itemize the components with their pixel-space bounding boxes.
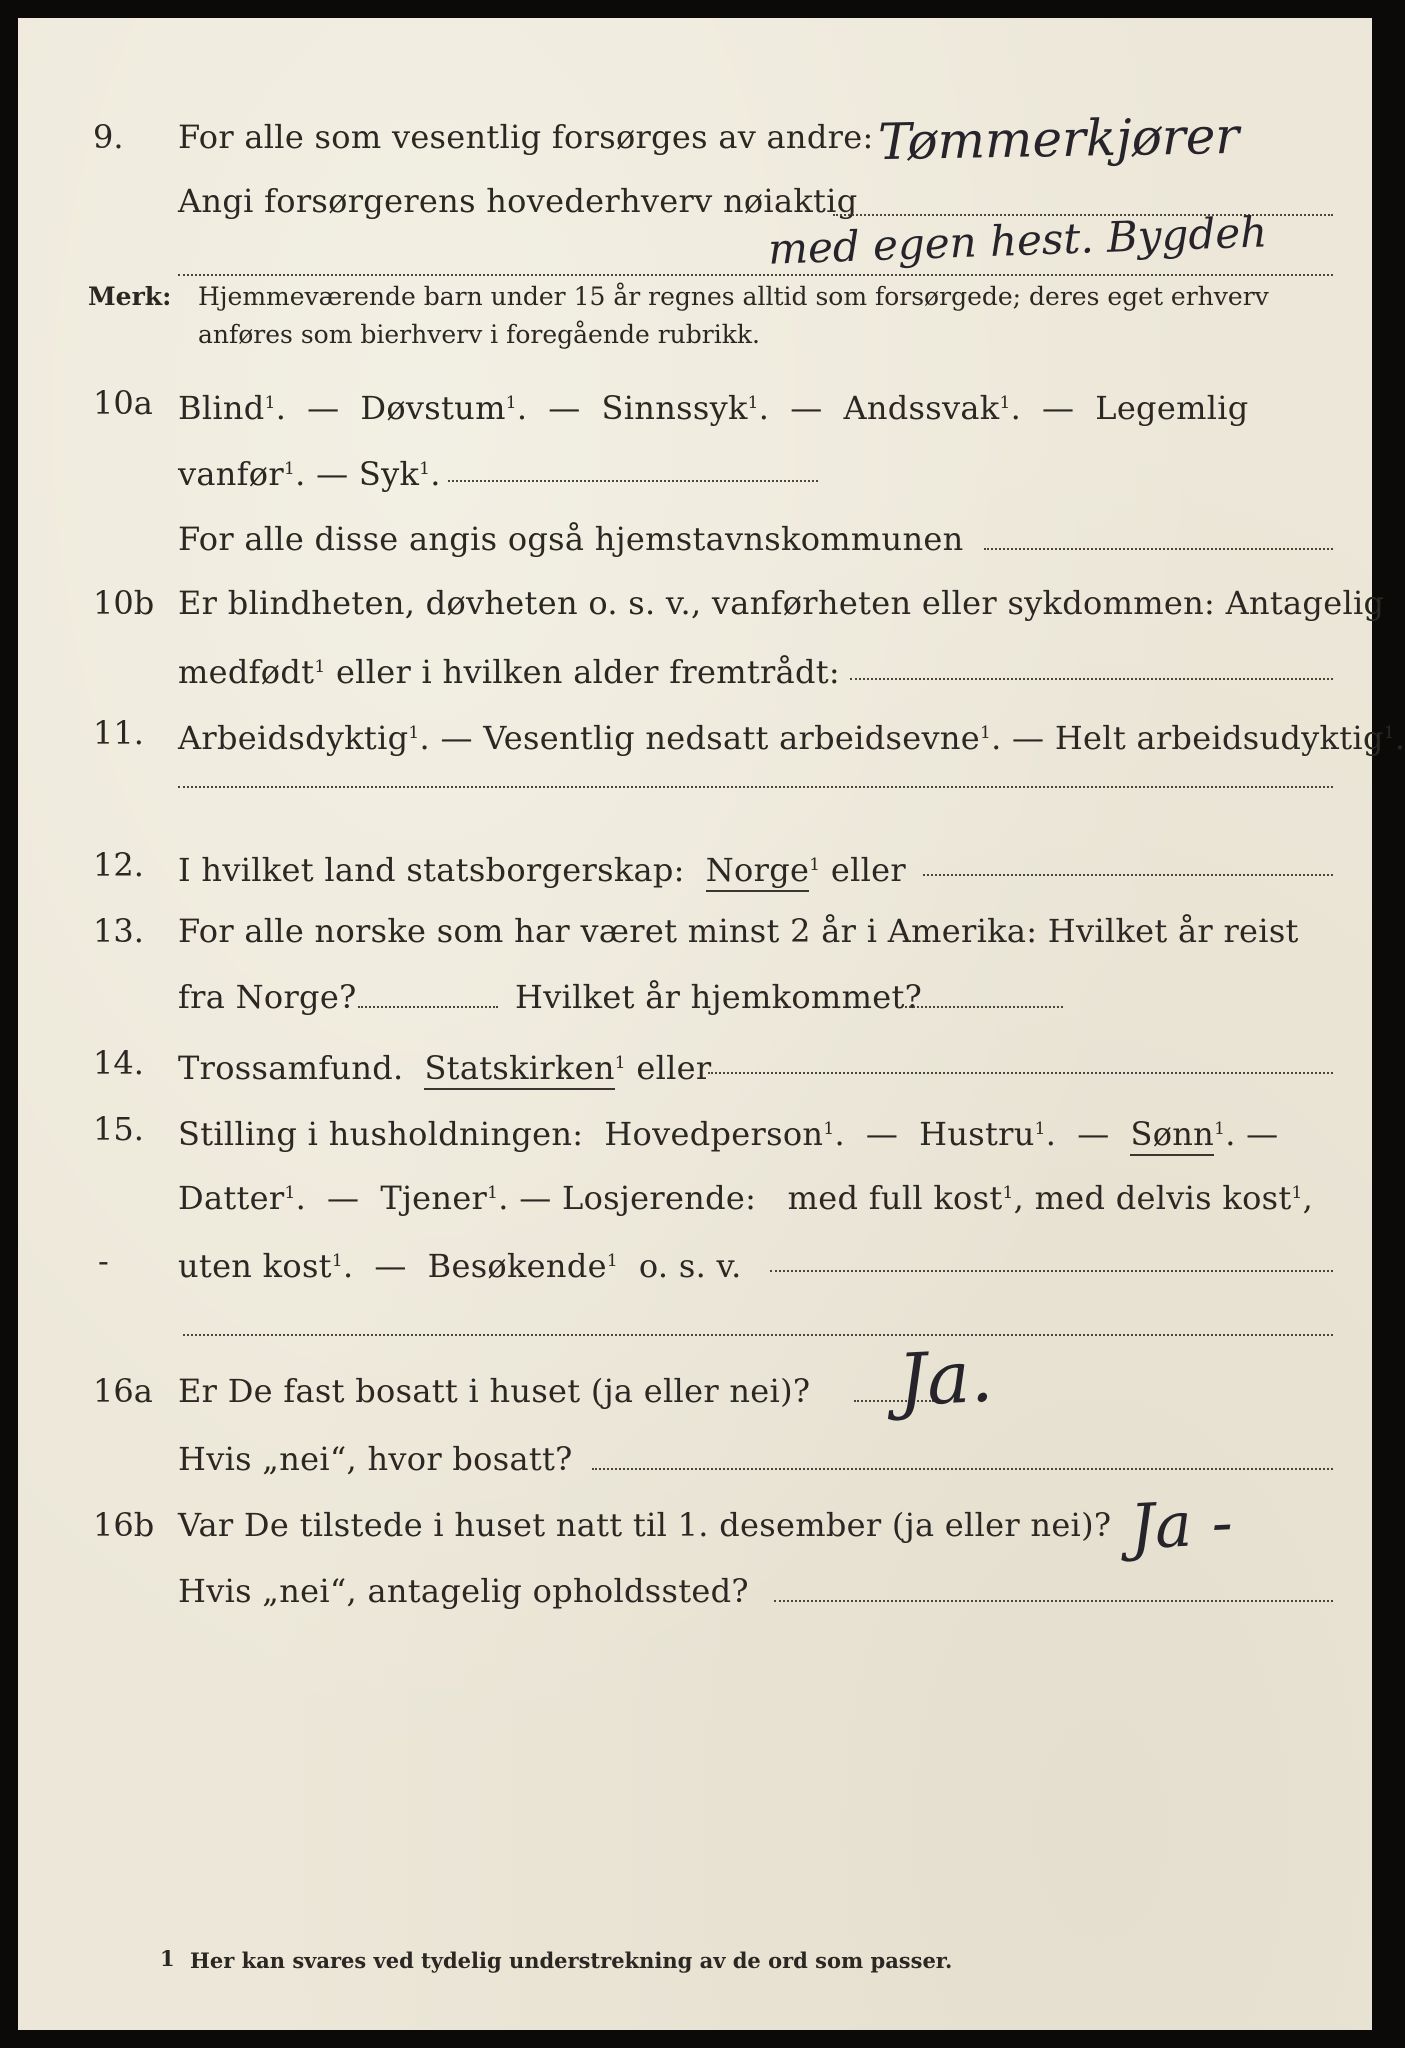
q13-fra-norge: fra Norge?	[178, 978, 357, 1016]
q13-fra-norge-dots	[358, 1006, 498, 1008]
footnote-text: Her kan svares ved tydelig understrekning av de ord som passer.	[190, 1948, 953, 1973]
q12-number: 12.	[93, 846, 144, 884]
census-form-page	[18, 18, 1405, 2030]
q15-text-line1: Stilling i husholdningen: Hovedperson$^1$. — Hustru$^1$. — Sønn$^1$. —	[178, 1096, 1278, 1167]
q10b-number: 10b	[93, 584, 155, 622]
q9-second-dots	[178, 274, 1333, 276]
q13-text-line1: For alle norske som har været minst 2 år i Amerika: Hvilket år reist	[178, 912, 1299, 950]
q12-dots	[923, 874, 1333, 876]
merk-label: Merk:	[88, 282, 172, 311]
q12-text: I hvilket land statsborgerskap: Norge$^1$ eller	[178, 832, 906, 903]
q13-hjemkommet-dots	[905, 1006, 1063, 1008]
q16b-number: 16b	[93, 1506, 155, 1544]
merk-line2: anføres som bierhverv i foregående rubrikk.	[198, 320, 760, 349]
q15-text-line2: Datter$^1$. — Tjener$^1$. — Losjerende: med full kost$^1$, med delvis kost$^1$,	[178, 1179, 1314, 1217]
q10b-dots	[850, 678, 1333, 680]
q9-answer-line2: med egen hest. Bygdeh	[767, 207, 1268, 274]
q16b-text-line2: Hvis „nei“, antagelig opholdssted?	[178, 1572, 749, 1610]
merk-line1: Hjemmeværende barn under 15 år regnes alltid som forsørgede; deres eget erhverv	[198, 282, 1269, 311]
q16a-text-line1: Er De fast bosatt i huset (ja eller nei)?	[178, 1372, 811, 1410]
q13-hjemkommet: Hvilket år hjemkommet?	[515, 978, 923, 1016]
q10a-text-line2: vanfør$^1$. — Syk$^1$.	[178, 455, 441, 493]
q15-margin-mark: -	[98, 1242, 109, 1280]
q16b-answer: Ja -	[1128, 1485, 1235, 1564]
q10a-number: 10a	[93, 384, 153, 422]
q9-text-line2: Angi forsørgerens hovederhverv nøiaktig	[178, 182, 858, 220]
q10a-text-line3: For alle disse angis også hjemstavnskommunen	[178, 520, 964, 558]
q16a-text-line2: Hvis „nei“, hvor bosatt?	[178, 1440, 573, 1478]
q11-number: 11.	[93, 714, 144, 752]
q16a-number: 16a	[93, 1372, 153, 1410]
q9-number: 9.	[93, 118, 124, 156]
q10a-syk-dots	[448, 480, 818, 482]
q9-text-line1: For alle som vesentlig forsørges av andre:	[178, 118, 874, 156]
q11-dots	[178, 786, 1333, 788]
q10b-text-line2: medfødt$^1$ eller i hvilken alder fremtrådt:	[178, 653, 841, 691]
q14-dots	[708, 1072, 1333, 1074]
q15-number: 15.	[93, 1110, 144, 1148]
q13-number: 13.	[93, 912, 144, 950]
footnote-marker: 1	[160, 1946, 175, 1971]
q12-norge-underlined: Norge	[706, 851, 809, 892]
q16a-answer: Ja.	[895, 1333, 995, 1423]
q15-sonn-underlined: Sønn	[1130, 1115, 1214, 1156]
q16b-text-line1: Var De tilstede i huset natt til 1. desember (ja eller nei)?	[178, 1506, 1112, 1544]
q15-second-dots	[183, 1334, 1333, 1336]
q14-text: Trossamfund. Statskirken$^1$ eller	[178, 1030, 712, 1101]
q14-number: 14.	[93, 1044, 144, 1082]
q10a-hjemstavn-dots	[984, 548, 1333, 550]
q11-text: Arbeidsdyktig$^1$. — Vesentlig nedsatt arbeidsevne$^1$. — Helt arbeidsudyktig$^1$.	[178, 719, 1405, 757]
q15-text-line3: uten kost$^1$. — Besøkende$^1$ o. s. v.	[178, 1247, 742, 1285]
q9-answer-line1: Tømmerkjører	[877, 106, 1240, 172]
q16b-dots	[774, 1600, 1333, 1602]
q14-statskirken-underlined: Statskirken	[424, 1049, 614, 1090]
q15-dots	[770, 1270, 1333, 1272]
q16a-dots-line2	[592, 1468, 1333, 1470]
q10a-text-line1: Blind$^1$. — Døvstum$^1$. — Sinnssyk$^1$. — Andssvak$^1$. — Legemlig	[178, 389, 1249, 427]
q10b-text-line1: Er blindheten, døvheten o. s. v., vanførheten eller sykdommen: Antagelig	[178, 584, 1385, 622]
